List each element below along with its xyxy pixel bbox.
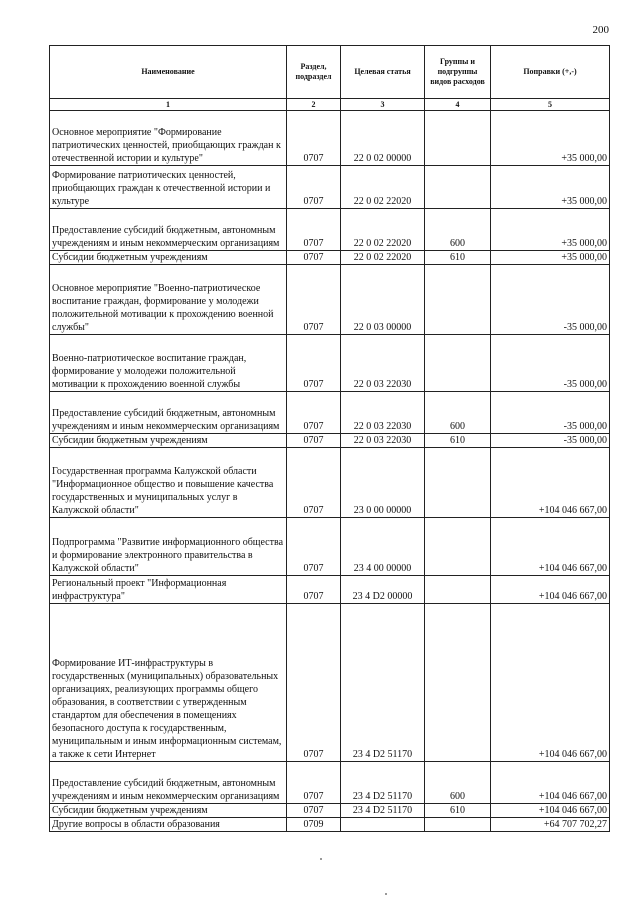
table-row — [50, 209, 610, 251]
row-target: 22 0 02 22020 — [341, 209, 425, 251]
row-section: 0707 — [287, 448, 341, 518]
row-amount: -35 000,00 — [491, 335, 610, 392]
row-group — [425, 265, 491, 335]
row-target: 23 0 00 00000 — [341, 448, 425, 518]
row-name: Субсидии бюджетным учреждениям — [50, 804, 287, 818]
column-number: 1 — [50, 99, 287, 111]
row-amount: +104 046 667,00 — [491, 762, 610, 804]
row-name: Формирование патриотических ценностей, приобщающих граждан к отечественной истории и культуре — [50, 166, 287, 209]
table-row — [50, 804, 610, 818]
row-group: 610 — [425, 804, 491, 818]
row-name: Субсидии бюджетным учреждениям — [50, 434, 287, 448]
row-group: 610 — [425, 251, 491, 265]
row-section: 0707 — [287, 251, 341, 265]
header-amendment: Поправки (+,-) — [491, 46, 610, 99]
row-name: Региональный проект "Информационная инфраструктура" — [50, 576, 287, 604]
row-section: 0707 — [287, 166, 341, 209]
row-section: 0707 — [287, 604, 341, 762]
row-group — [425, 111, 491, 166]
row-section: 0707 — [287, 762, 341, 804]
row-group — [425, 818, 491, 832]
header-groups: Группы и подгруппы видов расходов — [425, 46, 491, 99]
row-group: 600 — [425, 762, 491, 804]
row-name: Формирование ИТ-инфраструктуры в государственных (муниципальных) образовательных организациях, реализующих программы общего образования, в соответствии с утвержденным стандартом для обеспечения в помещениях безопасного доступа к государственным, муниципальным и иным информационным системам, а также к сети Интернет — [50, 604, 287, 762]
row-name: Предоставление субсидий бюджетным, автономным учреждениям и иным некоммерческим организациям — [50, 392, 287, 434]
table-row — [50, 518, 610, 576]
table-row — [50, 448, 610, 518]
table-row — [50, 166, 610, 209]
row-name: Другие вопросы в области образования — [50, 818, 287, 832]
scan-speck — [385, 893, 387, 895]
row-amount: +35 000,00 — [491, 111, 610, 166]
scan-speck — [320, 858, 322, 860]
header-section: Раздел, подраздел — [287, 46, 341, 99]
row-group: 600 — [425, 209, 491, 251]
row-name: Предоставление субсидий бюджетным, автономным учреждениям и иным некоммерческим организациям — [50, 762, 287, 804]
budget-amendments-table — [49, 45, 610, 832]
table-column-numbers-row — [50, 99, 610, 111]
row-target: 22 0 03 22030 — [341, 434, 425, 448]
row-amount: +104 046 667,00 — [491, 576, 610, 604]
row-section: 0707 — [287, 265, 341, 335]
row-section: 0707 — [287, 804, 341, 818]
table-row — [50, 762, 610, 804]
row-target: 23 4 00 00000 — [341, 518, 425, 576]
row-amount: +35 000,00 — [491, 209, 610, 251]
row-section: 0709 — [287, 818, 341, 832]
column-number: 4 — [425, 99, 491, 111]
column-number: 3 — [341, 99, 425, 111]
row-target: 23 4 D2 51170 — [341, 804, 425, 818]
row-section: 0707 — [287, 518, 341, 576]
row-section: 0707 — [287, 576, 341, 604]
row-target: 22 0 02 22020 — [341, 166, 425, 209]
row-section: 0707 — [287, 209, 341, 251]
row-amount: +35 000,00 — [491, 166, 610, 209]
row-name: Предоставление субсидий бюджетным, автономным учреждениям и иным некоммерческим организациям — [50, 209, 287, 251]
row-section: 0707 — [287, 335, 341, 392]
row-target: 22 0 03 22030 — [341, 335, 425, 392]
table-row — [50, 604, 610, 762]
row-amount: +104 046 667,00 — [491, 448, 610, 518]
page-number: 200 — [592, 24, 609, 36]
row-amount: -35 000,00 — [491, 434, 610, 448]
row-group: 610 — [425, 434, 491, 448]
row-name: Основное мероприятие "Военно-патриотическое воспитание граждан, формирование у молодежи положительной мотивации к прохождению военной службы" — [50, 265, 287, 335]
row-group — [425, 335, 491, 392]
row-section: 0707 — [287, 434, 341, 448]
row-amount: +104 046 667,00 — [491, 518, 610, 576]
row-group — [425, 166, 491, 209]
table-row — [50, 335, 610, 392]
row-amount: +64 707 702,27 — [491, 818, 610, 832]
table-row — [50, 251, 610, 265]
row-group — [425, 518, 491, 576]
row-group: 600 — [425, 392, 491, 434]
table-header-row — [50, 46, 610, 99]
row-name: Подпрограмма "Развитие информационного общества и формирование электронного правительства в Калужской области" — [50, 518, 287, 576]
table-row — [50, 265, 610, 335]
row-group — [425, 448, 491, 518]
row-name: Государственная программа Калужской области "Информационное общество и повышение качества государственных и муниципальных услуг в Калужской области" — [50, 448, 287, 518]
row-target: 22 0 03 22030 — [341, 392, 425, 434]
table-row — [50, 111, 610, 166]
table-row — [50, 434, 610, 448]
row-amount: +104 046 667,00 — [491, 804, 610, 818]
header-target: Целевая статья — [341, 46, 425, 99]
row-amount: +104 046 667,00 — [491, 604, 610, 762]
row-target: 22 0 02 22020 — [341, 251, 425, 265]
row-amount: -35 000,00 — [491, 392, 610, 434]
row-target: 23 4 D2 51170 — [341, 762, 425, 804]
row-amount: +35 000,00 — [491, 251, 610, 265]
row-name: Основное мероприятие "Формирование патриотических ценностей, приобщающих граждан к отечественной истории и культуре" — [50, 111, 287, 166]
row-name: Субсидии бюджетным учреждениям — [50, 251, 287, 265]
row-target: 23 4 D2 00000 — [341, 576, 425, 604]
header-name: Наименование — [50, 46, 287, 99]
row-name: Военно-патриотическое воспитание граждан, формирование у молодежи положительной мотивации к прохождению военной службы — [50, 335, 287, 392]
row-target — [341, 818, 425, 832]
table-row — [50, 818, 610, 832]
column-number: 2 — [287, 99, 341, 111]
table-row — [50, 392, 610, 434]
row-group — [425, 604, 491, 762]
row-group — [425, 576, 491, 604]
column-number: 5 — [491, 99, 610, 111]
row-section: 0707 — [287, 392, 341, 434]
row-target: 22 0 03 00000 — [341, 265, 425, 335]
table-row — [50, 576, 610, 604]
row-amount: -35 000,00 — [491, 265, 610, 335]
row-target: 23 4 D2 51170 — [341, 604, 425, 762]
row-target: 22 0 02 00000 — [341, 111, 425, 166]
row-section: 0707 — [287, 111, 341, 166]
